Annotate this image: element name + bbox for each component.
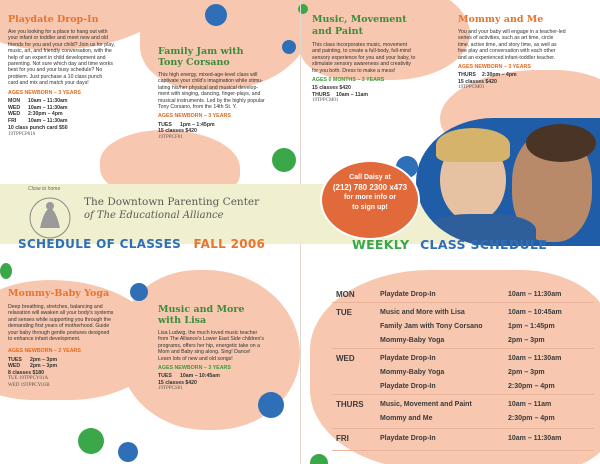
- green-dot: [310, 454, 328, 464]
- lisa-body-line: Mom and Baby sing along. Sing! Dance!: [158, 349, 251, 356]
- mommy-body-line: free play and conversation with each other: [458, 48, 556, 55]
- lisa-title: Music and More: [158, 304, 245, 315]
- music-body-line: sensory experience for you and your baby, to: [312, 54, 416, 61]
- yoga-ages: AGES NEWBORN – 2 YEARS: [8, 348, 81, 355]
- playdate-body-line: problem. Just purchase a 10 class punch: [8, 73, 103, 80]
- lisa-title: with Lisa: [158, 315, 207, 326]
- playdate-body-line: friends for you and your child? Join us for play,: [8, 41, 115, 48]
- music-body-line: for you both. Dress to make a mess!: [312, 67, 396, 74]
- day: WED: [8, 111, 21, 118]
- blue-dot: [258, 392, 284, 418]
- mommy-title: Mommy and Me: [458, 14, 544, 25]
- day: FRI: [8, 117, 17, 124]
- lisa-body-line: from The Alliance's Lower East Side children's: [158, 336, 264, 343]
- course-code: 19TPPCP010: [8, 131, 36, 137]
- weekly-time: 2:30pm – 4pm: [508, 383, 555, 390]
- weekday: WED: [336, 354, 355, 363]
- lisa-ages: AGES NEWBORN – 3 YEARS: [158, 365, 231, 372]
- logo-arc-text: Close to home: [28, 186, 61, 192]
- divider: [332, 302, 594, 303]
- playdate-body-line: music, art, and friendly conversation, with the: [8, 48, 112, 55]
- day: TUES: [158, 373, 172, 380]
- course-code: 19TPPCM01: [312, 98, 339, 104]
- time: 2:30pm – 4pm: [28, 111, 63, 118]
- lisa-body-line: Learn lots of new and old songs!: [158, 355, 233, 362]
- familyjam-body-line: Tony Corsano, from the 14th St. Y.: [158, 104, 237, 111]
- weekly-class: Mommy-Baby Yoga: [380, 337, 445, 344]
- music-ages: AGES 0 MONTHS – 3 YEARS: [312, 77, 385, 84]
- music-section: [312, 14, 452, 105]
- logo: [14, 186, 86, 242]
- photo-hair: [436, 128, 510, 162]
- divider: [332, 450, 594, 451]
- time: 10am – 11am: [336, 91, 369, 98]
- day: WED: [8, 104, 21, 111]
- weekday: FRI: [336, 434, 349, 443]
- weekly-time: 1pm – 1:45pm: [508, 323, 555, 330]
- day: TUES: [8, 356, 22, 363]
- time: 10am – 11:30am: [28, 98, 68, 105]
- day: MON: [8, 98, 21, 105]
- familyjam-ages: AGES NEWBORN – 3 YEARS: [158, 113, 231, 120]
- weekday: THURS: [336, 400, 364, 409]
- weekly-class: Playdate Drop-In: [380, 435, 436, 442]
- price: 15 classes $420: [458, 79, 497, 86]
- course-code: TUE 19TPPCY01A: [8, 376, 49, 382]
- familyjam-body-line: ment with singing, dancing, finger-plays, and: [158, 91, 261, 98]
- schedule-heading-left: [18, 237, 265, 251]
- familyjam-body-line: musical instruments. Led by the highly popular: [158, 97, 265, 104]
- time: 2pm – 3pm: [30, 356, 58, 363]
- weekly-time: 2pm – 3pm: [508, 337, 545, 344]
- schedule-row: [8, 363, 153, 370]
- logo-sub: of The Educational Alliance: [84, 210, 224, 221]
- weekly-class: Playdate Drop-In: [380, 291, 436, 298]
- familyjam-body-line: This high energy, mixed-age-level class will: [158, 72, 258, 78]
- weekly-time: 2:30pm – 4pm: [508, 415, 555, 422]
- weekly-word: WEEKLY: [352, 237, 410, 252]
- yoga-body-line: Deep breathing, stretches, balancing and: [8, 304, 103, 310]
- music-title: Music, Movement: [312, 14, 407, 25]
- blue-dot: [205, 4, 227, 26]
- yoga-body-line: demanding first years of motherhood. Guide: [8, 323, 110, 330]
- music-title: and Paint: [312, 26, 363, 37]
- price: 8 classes $180: [8, 370, 45, 377]
- weekly-class: Playdate Drop-In: [380, 355, 436, 362]
- mommy-section: [458, 14, 596, 92]
- music-body-line: This class incorporates music, movement: [312, 42, 408, 48]
- time: 10am – 11:30am: [28, 104, 68, 111]
- call-line: to sign up!: [352, 204, 388, 211]
- playdate-body-line: your infant or toddler and meet new and old: [8, 35, 109, 42]
- weekly-time: 2pm – 3pm: [508, 369, 545, 376]
- schedule-row: [158, 373, 298, 380]
- day: THURS: [458, 72, 476, 79]
- schedule-row: [8, 98, 143, 105]
- weekly-time: 10am – 11am: [508, 401, 552, 408]
- schedule-heading-title: SCHEDULE OF CLASSES: [18, 237, 182, 251]
- price: 15 classes $420: [312, 85, 351, 92]
- playdate-body-line: parenting. Not sure which day and time works: [8, 61, 113, 68]
- playdate-title: Playdate Drop-In: [8, 14, 99, 25]
- schedule-row: [312, 92, 452, 99]
- familyjam-title: Tony Corsano: [158, 57, 230, 68]
- day: THURS: [312, 91, 330, 98]
- logo-mark: [14, 186, 86, 242]
- schedule-row: [8, 111, 143, 118]
- time: 2:30pm – 4pm: [482, 72, 517, 79]
- schedule-heading-term: FALL 2006: [193, 237, 266, 251]
- music-body-line: and painting, to create a full-body, full-mind: [312, 48, 411, 55]
- playdate-body-line: card and mix and match your days!: [8, 80, 89, 87]
- weekly-time: 10am – 10:45am: [508, 309, 562, 316]
- playdate-body-line: best for you and your busy schedule? No: [8, 67, 103, 74]
- schedule-row: [8, 118, 143, 125]
- weekly-class: Music and More with Lisa: [380, 309, 465, 316]
- mommy-body-line: time, active time, and story time, as well as: [458, 41, 557, 48]
- familyjam-body-line: lating his/her physical and musical develop-: [158, 84, 259, 91]
- schedule-heading-right: [352, 237, 547, 252]
- playdate-section: [8, 14, 143, 138]
- yoga-body-line: relaxation will awaken all your body's systems: [8, 310, 114, 317]
- weekly-class: Mommy and Me: [380, 415, 433, 422]
- punch-card: 10 class punch card $50: [8, 125, 68, 132]
- yoga-body-line: your baby through gentle postures designed: [8, 329, 110, 336]
- photo-parent-hair: [526, 124, 596, 162]
- playdate-body-line: Are you looking for a place to hang out with: [8, 29, 108, 35]
- mommy-ages: AGES NEWBORN – 3 YEARS: [458, 64, 531, 71]
- time: 2pm – 3pm: [30, 363, 58, 370]
- weekly-class: Playdate Drop-In: [380, 383, 436, 390]
- divider: [332, 348, 594, 349]
- weekly-class: Mommy-Baby Yoga: [380, 369, 445, 376]
- playdate-ages: AGES NEWBORN – 3 YEARS: [8, 89, 81, 96]
- weekly-time: 10am – 11:30am: [508, 291, 562, 298]
- course-code: 19TPPCM01: [458, 85, 485, 91]
- day: WED: [8, 363, 21, 370]
- mommy-body-line: You and your baby will engage in a teacher-led: [458, 29, 566, 35]
- familyjam-title: Family Jam with: [158, 46, 244, 57]
- schedule-row: [158, 122, 298, 129]
- weekly-class: Family Jam with Tony Corsano: [380, 323, 483, 330]
- yoga-title: Mommy-Baby Yoga: [8, 288, 110, 299]
- call-phone: (212) 780 2300 x473: [332, 183, 408, 192]
- photo: [416, 118, 600, 246]
- weekly-time: 10am – 11:30am: [508, 355, 562, 362]
- weekly-time: 10am – 11:30am: [508, 435, 562, 442]
- course-code: 19TPPCS01: [158, 386, 183, 392]
- yoga-body-line: and senses while supporting you through the: [8, 316, 111, 323]
- time: 1pm – 1:45pm: [180, 121, 215, 128]
- schedule-row: [458, 72, 596, 79]
- logo-name: The Downtown Parenting Center: [84, 196, 260, 208]
- green-dot: [78, 428, 104, 454]
- price: 15 classes $420: [158, 380, 197, 387]
- call-text: [320, 173, 420, 213]
- time: 10am – 10:45am: [180, 373, 220, 380]
- schedule-row: [8, 105, 143, 112]
- music-body-line: stimulate sensory awareness and creativity: [312, 61, 411, 68]
- call-line: for more info or: [343, 194, 397, 201]
- day: TUES: [158, 121, 172, 128]
- playdate-body-line: help of an expert in child development and: [8, 54, 106, 61]
- weekday: TUE: [336, 308, 352, 317]
- lisa-section: [158, 304, 298, 393]
- familyjam-section: [158, 46, 298, 141]
- green-dot: [0, 263, 12, 279]
- schedule-row: [8, 357, 153, 364]
- weekday: MON: [336, 290, 355, 299]
- yoga-body-line: to enhance infant development.: [8, 336, 81, 343]
- yoga-section: [8, 288, 153, 389]
- price: 15 classes $420: [158, 128, 197, 135]
- divider: [332, 428, 594, 429]
- blue-dot: [118, 442, 138, 462]
- course-code: 19TPPCF01: [158, 134, 183, 140]
- course-code: WED 19TPPCY01B: [8, 382, 50, 388]
- call-line: Call Daisy at: [349, 174, 391, 181]
- mommy-body-line: and an experienced infant-toddler teacher.: [458, 54, 556, 61]
- time: 10am – 11:30am: [28, 117, 68, 124]
- familyjam-body-line: captivate your child's imagination while stimu-: [158, 78, 263, 85]
- mommy-body-line: series of activities, such as art time, circle: [458, 35, 554, 42]
- weekly-class: Music, Movement and Paint: [380, 401, 472, 408]
- divider: [332, 394, 594, 395]
- lisa-body-line: Lisa Ludwig, the much loved music teacher: [158, 330, 258, 336]
- lisa-body-line: programs, offers her hip, energetic take on a: [158, 342, 260, 349]
- green-dot: [272, 148, 296, 172]
- class-schedule-word: CLASS SCHEDULE: [420, 237, 548, 252]
